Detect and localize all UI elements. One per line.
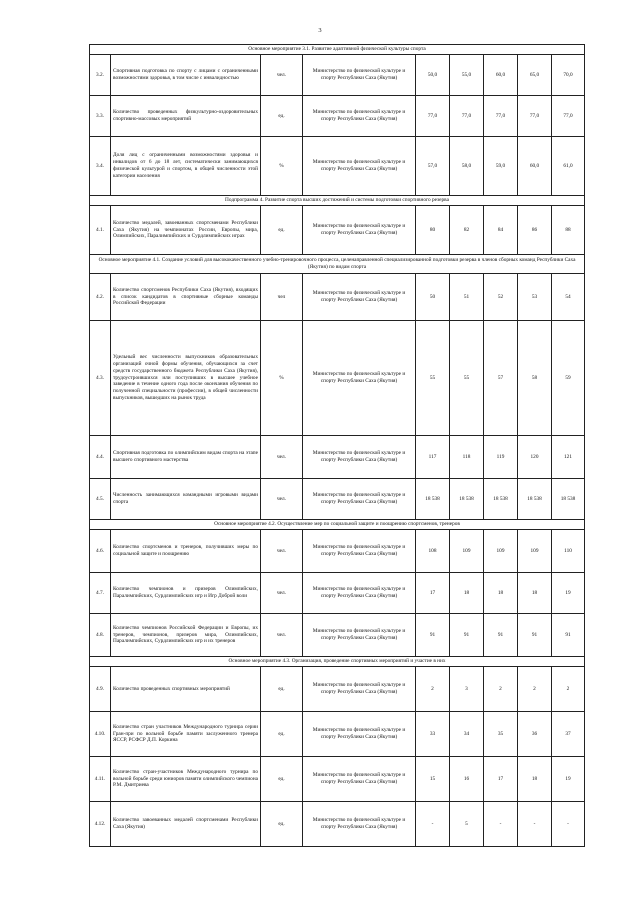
unit-cell: % bbox=[261, 321, 303, 436]
section-header-row bbox=[90, 196, 585, 206]
row-number: 4.3. bbox=[90, 321, 111, 436]
value-cell: 58 bbox=[518, 321, 552, 436]
indicator-name: Количество медалей, завоеванных спортсменами Республики Саха (Якутия) на чемпионатах России, Европы, мира, Олимпийских, Паралимпийских и Сурдлимпийских играх bbox=[111, 206, 261, 255]
responsible-cell: Министерство по физической культуре и спорту Республики Саха (Якутия) bbox=[303, 436, 416, 479]
section-title: Основное мероприятие 3.1. Развитие адаптивной физической культуры спорта bbox=[90, 45, 585, 55]
value-cell: 33 bbox=[416, 712, 450, 757]
table-row bbox=[90, 137, 585, 196]
table-row bbox=[90, 802, 585, 847]
value-cell: 91 bbox=[518, 614, 552, 657]
table-row bbox=[90, 274, 585, 321]
responsible-cell: Министерство по физической культуре и спорту Республики Саха (Якутия) bbox=[303, 55, 416, 96]
value-cell: 2 bbox=[518, 667, 552, 712]
value-cell: 77,0 bbox=[416, 96, 450, 137]
value-cell: 59 bbox=[552, 321, 585, 436]
table-row bbox=[90, 479, 585, 520]
indicator-name: Численность занимающихся командными игровыми видами спорта bbox=[111, 479, 261, 520]
responsible-cell: Министерство по физической культуре и спорту Республики Саха (Якутия) bbox=[303, 667, 416, 712]
value-cell: 18 538 bbox=[450, 479, 484, 520]
section-title: Основное мероприятие 4.1. Создание условий для высококачественного учебно-тренировочного процесса, целенаправленной специализированной подготовки резерва в членов сборных команд Республики Саха (Якутия) по видам спорта bbox=[90, 255, 585, 274]
value-cell: 60,0 bbox=[484, 55, 518, 96]
value-cell: 65,0 bbox=[518, 55, 552, 96]
value-cell: 2 bbox=[552, 667, 585, 712]
row-number: 3.4. bbox=[90, 137, 111, 196]
value-cell: 109 bbox=[484, 530, 518, 573]
value-cell: 18 538 bbox=[552, 479, 585, 520]
page-number: 3 bbox=[318, 27, 322, 34]
indicator-name: Количество спортсменов и тренеров, получивших меры по социальной защите и поощрению bbox=[111, 530, 261, 573]
value-cell: 77,0 bbox=[518, 96, 552, 137]
value-cell: 50 bbox=[416, 274, 450, 321]
value-cell: 18 538 bbox=[416, 479, 450, 520]
section-header-row bbox=[90, 255, 585, 274]
value-cell: - bbox=[416, 802, 450, 847]
value-cell: - bbox=[518, 802, 552, 847]
value-cell: 108 bbox=[416, 530, 450, 573]
table-row bbox=[90, 436, 585, 479]
value-cell: 118 bbox=[450, 436, 484, 479]
responsible-cell: Министерство по физической культуре и спорту Республики Саха (Якутия) bbox=[303, 530, 416, 573]
unit-cell: ед. bbox=[261, 712, 303, 757]
table-row bbox=[90, 757, 585, 802]
value-cell: 18 bbox=[518, 573, 552, 614]
value-cell: 17 bbox=[484, 757, 518, 802]
row-number: 4.1. bbox=[90, 206, 111, 255]
value-cell: 82 bbox=[450, 206, 484, 255]
responsible-cell: Министерство по физической культуре и спорту Республики Саха (Якутия) bbox=[303, 757, 416, 802]
row-number: 4.7. bbox=[90, 573, 111, 614]
value-cell: 5 bbox=[450, 802, 484, 847]
indicator-name: Спортивная подготовка по спорту с лицами с ограниченными возможностями здоровья, в том числе с инвалидностью bbox=[111, 55, 261, 96]
responsible-cell: Министерство по физической культуре и спорту Республики Саха (Якутия) bbox=[303, 712, 416, 757]
value-cell: 18 bbox=[518, 757, 552, 802]
value-cell: 91 bbox=[552, 614, 585, 657]
responsible-cell: Министерство по физической культуре и спорту Республики Саха (Якутия) bbox=[303, 274, 416, 321]
unit-cell: чел bbox=[261, 274, 303, 321]
value-cell: 34 bbox=[450, 712, 484, 757]
table-row bbox=[90, 712, 585, 757]
unit-cell: чел. bbox=[261, 436, 303, 479]
unit-cell: чел. bbox=[261, 55, 303, 96]
value-cell: 86 bbox=[518, 206, 552, 255]
value-cell: 55 bbox=[450, 321, 484, 436]
unit-cell: чел. bbox=[261, 530, 303, 573]
value-cell: 61,0 bbox=[552, 137, 585, 196]
section-header-row bbox=[90, 657, 585, 667]
section-header-row bbox=[90, 520, 585, 530]
value-cell: 18 bbox=[450, 573, 484, 614]
value-cell: 91 bbox=[416, 614, 450, 657]
value-cell: 17 bbox=[416, 573, 450, 614]
responsible-cell: Министерство по физической культуре и спорту Республики Саха (Якутия) bbox=[303, 479, 416, 520]
value-cell: 35 bbox=[484, 712, 518, 757]
row-number: 3.2. bbox=[90, 55, 111, 96]
unit-cell: ед. bbox=[261, 96, 303, 137]
responsible-cell: Министерство по физической культуре и спорту Республики Саха (Якутия) bbox=[303, 321, 416, 436]
indicator-name: Удельный вес численности выпускников образовательных организаций очной формы обучения, обучающихся за счет средств государственного бюджета Республики Саха (Якутия), трудоустроившихся или поступивших в высшее учебное заведение в течение одного года после окончания обучения по полученной специальности (профессии), в общей численности выпускников, вышедших на рынок труда bbox=[111, 321, 261, 436]
value-cell: 53 bbox=[518, 274, 552, 321]
value-cell: 52 bbox=[484, 274, 518, 321]
value-cell: 2 bbox=[416, 667, 450, 712]
value-cell: 55 bbox=[416, 321, 450, 436]
unit-cell: чел. bbox=[261, 614, 303, 657]
value-cell: 3 bbox=[450, 667, 484, 712]
row-number: 4.6. bbox=[90, 530, 111, 573]
value-cell: 109 bbox=[450, 530, 484, 573]
value-cell: 91 bbox=[484, 614, 518, 657]
table-row bbox=[90, 667, 585, 712]
row-number: 4.2. bbox=[90, 274, 111, 321]
value-cell: 77,0 bbox=[552, 96, 585, 137]
value-cell: 121 bbox=[552, 436, 585, 479]
value-cell: 50,0 bbox=[416, 55, 450, 96]
value-cell: 18 538 bbox=[484, 479, 518, 520]
value-cell: 18 bbox=[484, 573, 518, 614]
value-cell: - bbox=[552, 802, 585, 847]
value-cell: 117 bbox=[416, 436, 450, 479]
row-number: 4.10. bbox=[90, 712, 111, 757]
value-cell: 54 bbox=[552, 274, 585, 321]
indicator-name: Количество стран участников Международного турнира серии Гран-при по вольной борьбе памяти заслуженного тренера ЯССР, РСФСР Д.П. Коркина bbox=[111, 712, 261, 757]
value-cell: 110 bbox=[552, 530, 585, 573]
table-row bbox=[90, 614, 585, 657]
row-number: 4.8. bbox=[90, 614, 111, 657]
value-cell: 58,0 bbox=[450, 137, 484, 196]
value-cell: 59,0 bbox=[484, 137, 518, 196]
value-cell: 120 bbox=[518, 436, 552, 479]
value-cell: 57,0 bbox=[416, 137, 450, 196]
responsible-cell: Министерство по физической культуре и спорту Республики Саха (Якутия) bbox=[303, 96, 416, 137]
value-cell: - bbox=[484, 802, 518, 847]
section-title: Основное мероприятие 4.2. Осуществление мер по социальной защите и поощрению спортсменов, тренеров bbox=[90, 520, 585, 530]
row-number: 4.11. bbox=[90, 757, 111, 802]
responsible-cell: Министерство по физической культуре и спорту Республики Саха (Якутия) bbox=[303, 614, 416, 657]
indicator-name: Количество проведенных спортивных мероприятий bbox=[111, 667, 261, 712]
value-cell: 77,0 bbox=[450, 96, 484, 137]
row-number: 4.9. bbox=[90, 667, 111, 712]
value-cell: 60,0 bbox=[518, 137, 552, 196]
indicator-name: Спортивная подготовка по олимпийским видам спорта на этапе высшего спортивного мастерства bbox=[111, 436, 261, 479]
indicator-name: Количество спортсменов Республики Саха (Якутия), входящих в список кандидатов в спортивные сборные команды Российской Федерации bbox=[111, 274, 261, 321]
row-number: 3.3. bbox=[90, 96, 111, 137]
value-cell: 2 bbox=[484, 667, 518, 712]
indicator-name: Количество завоеванных медалей спортсменами Республики Саха (Якутия) bbox=[111, 802, 261, 847]
table-row bbox=[90, 206, 585, 255]
row-number: 4.5. bbox=[90, 479, 111, 520]
table-row bbox=[90, 55, 585, 96]
value-cell: 70,0 bbox=[552, 55, 585, 96]
responsible-cell: Министерство по физической культуре и спорту Республики Саха (Якутия) bbox=[303, 802, 416, 847]
table-row bbox=[90, 530, 585, 573]
value-cell: 55,0 bbox=[450, 55, 484, 96]
section-title: Основное мероприятие 4.3. Организация, проведение спортивных мероприятий и участие в них bbox=[90, 657, 585, 667]
value-cell: 57 bbox=[484, 321, 518, 436]
indicator-name: Количество проведенных физкультурно-оздоровительных спортивно-массовых мероприятий bbox=[111, 96, 261, 137]
responsible-cell: Министерство по физической культуре и спорту Республики Саха (Якутия) bbox=[303, 206, 416, 255]
unit-cell: ед. bbox=[261, 802, 303, 847]
indicator-name: Доля лиц с ограниченными возможностями здоровья и инвалидов от 6 до 18 лет, систематически занимающихся физической культурой и спортом, в общей численности этой категории населения bbox=[111, 137, 261, 196]
indicator-name: Количество чемпионов Российской Федерации и Европы, их тренеров, чемпионов, призеров мира, Олимпийских, Паралимпийских, Сурдлимпийских игр и их тренеров bbox=[111, 614, 261, 657]
value-cell: 109 bbox=[518, 530, 552, 573]
table-row bbox=[90, 573, 585, 614]
value-cell: 37 bbox=[552, 712, 585, 757]
value-cell: 80 bbox=[416, 206, 450, 255]
indicator-name: Количество стран-участников Международного турнира по вольной борьбе среди юниоров памяти олимпийского чемпиона Р.М. Дмитриева bbox=[111, 757, 261, 802]
unit-cell: % bbox=[261, 137, 303, 196]
value-cell: 88 bbox=[552, 206, 585, 255]
table-row bbox=[90, 96, 585, 137]
unit-cell: ед. bbox=[261, 757, 303, 802]
value-cell: 77,0 bbox=[484, 96, 518, 137]
unit-cell: ед. bbox=[261, 206, 303, 255]
section-title: Подпрограмма 4. Развитие спорта высших достижений и системы подготовки спортивного резерва bbox=[90, 196, 585, 206]
table-row bbox=[90, 321, 585, 436]
value-cell: 16 bbox=[450, 757, 484, 802]
row-number: 4.4. bbox=[90, 436, 111, 479]
section-header-row bbox=[90, 45, 585, 55]
value-cell: 119 bbox=[484, 436, 518, 479]
value-cell: 15 bbox=[416, 757, 450, 802]
indicator-name: Количество чемпионов и призеров Олимпийских, Паралимпийских, Сурдлимпийских игр и Игр Доброй воли bbox=[111, 573, 261, 614]
indicators-table bbox=[89, 44, 585, 847]
value-cell: 84 bbox=[484, 206, 518, 255]
row-number: 4.12. bbox=[90, 802, 111, 847]
value-cell: 18 538 bbox=[518, 479, 552, 520]
value-cell: 19 bbox=[552, 757, 585, 802]
unit-cell: чел. bbox=[261, 573, 303, 614]
value-cell: 91 bbox=[450, 614, 484, 657]
value-cell: 19 bbox=[552, 573, 585, 614]
value-cell: 51 bbox=[450, 274, 484, 321]
value-cell: 36 bbox=[518, 712, 552, 757]
responsible-cell: Министерство по физической культуре и спорту Республики Саха (Якутия) bbox=[303, 137, 416, 196]
unit-cell: чел. bbox=[261, 479, 303, 520]
responsible-cell: Министерство по физической культуре и спорту Республики Саха (Якутия) bbox=[303, 573, 416, 614]
unit-cell: ед. bbox=[261, 667, 303, 712]
